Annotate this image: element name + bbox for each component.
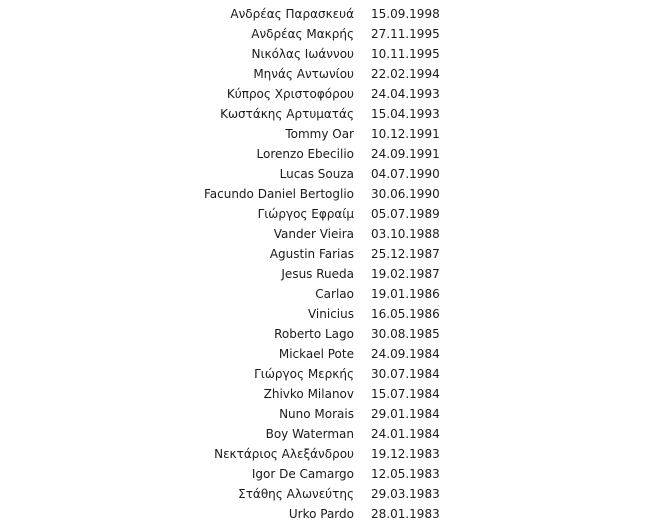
player-name: Jesus Rueda [281,267,354,281]
player-row [0,364,660,384]
player-row [0,64,660,84]
player-birth-date: 10.11.1995 [371,47,440,61]
player-birth-date: 15.04.1993 [371,107,440,121]
player-birth-date: 19.01.1986 [371,287,440,301]
player-birth-date: 29.01.1984 [371,407,440,421]
player-name: Carlao [315,287,354,301]
player-name: Roberto Lago [274,327,354,341]
player-name: Γιώργος Μερκής [254,367,354,381]
player-birth-date: 03.10.1988 [371,227,440,241]
player-row [0,44,660,64]
player-row [0,284,660,304]
player-name: Nuno Morais [279,407,354,421]
player-name: Vander Vieira [273,227,354,241]
player-row [0,104,660,124]
player-name: Vinicius [307,307,354,321]
player-row [0,324,660,344]
player-row [0,404,660,424]
player-birth-date: 16.05.1986 [371,307,440,321]
player-name: Agustin Farias [269,247,354,261]
player-birth-date: 10.12.1991 [371,127,440,141]
player-birth-date: 24.01.1984 [371,427,440,441]
player-name: Νεκτάριος Αλεξάνδρου [214,447,354,461]
player-row [0,164,660,184]
player-row [0,204,660,224]
player-name: Lucas Souza [279,167,354,181]
player-name: Facundo Daniel Bertoglio [203,187,354,201]
player-name: Zhivko Milanov [263,387,354,401]
player-row [0,264,660,284]
player-birth-date: 19.12.1983 [371,447,440,461]
player-row [0,124,660,144]
player-name: Lorenzo Ebecilio [256,147,354,161]
player-birth-date: 29.03.1983 [371,487,440,501]
player-name: Ανδρέας Μακρής [251,27,354,41]
player-birth-date: 30.08.1985 [371,327,440,341]
player-birth-date: 24.09.1984 [371,347,440,361]
player-name: Ανδρέας Παρασκευά [230,7,354,21]
player-birth-date: 04.07.1990 [371,167,440,181]
player-birth-date: 12.05.1983 [371,467,440,481]
player-row [0,184,660,204]
player-birth-date: 30.07.1984 [371,367,440,381]
player-name: Mickael Pote [278,347,354,361]
player-birth-date: 15.07.1984 [371,387,440,401]
player-name: Boy Waterman [265,427,354,441]
player-row [0,344,660,364]
player-name: Κωστάκης Αρτυματάς [220,107,354,121]
player-birth-date: 24.04.1993 [371,87,440,101]
player-row [0,464,660,484]
player-row [0,504,660,524]
player-row [0,444,660,464]
player-name: Γιώργος Εφραίμ [257,207,354,221]
player-row [0,384,660,404]
player-name: Νικόλας Ιωάννου [251,47,354,61]
player-birth-date: 22.02.1994 [371,67,440,81]
player-birth-date: 27.11.1995 [371,27,440,41]
player-row [0,4,660,24]
player-row [0,224,660,244]
player-birth-date: 05.07.1989 [371,207,440,221]
player-list [0,4,660,524]
player-row [0,484,660,504]
player-name: Στάθης Αλωνεύτης [238,487,354,501]
player-row [0,244,660,264]
player-birth-date: 30.06.1990 [371,187,440,201]
player-name: Tommy Oar [285,127,354,141]
player-row [0,84,660,104]
player-row [0,144,660,164]
player-birth-date: 25.12.1987 [371,247,440,261]
player-row [0,424,660,444]
player-birth-date: 19.02.1987 [371,267,440,281]
player-birth-date: 24.09.1991 [371,147,440,161]
player-birth-date: 28.01.1983 [371,507,440,521]
player-name: Κύπρος Χριστοφόρου [226,87,354,101]
player-name: Urko Pardo [288,507,354,521]
player-row [0,304,660,324]
player-name: Μηνάς Αντωνίου [253,67,354,81]
player-birth-date: 15.09.1998 [371,7,440,21]
player-name: Igor De Camargo [251,467,354,481]
player-row [0,24,660,44]
